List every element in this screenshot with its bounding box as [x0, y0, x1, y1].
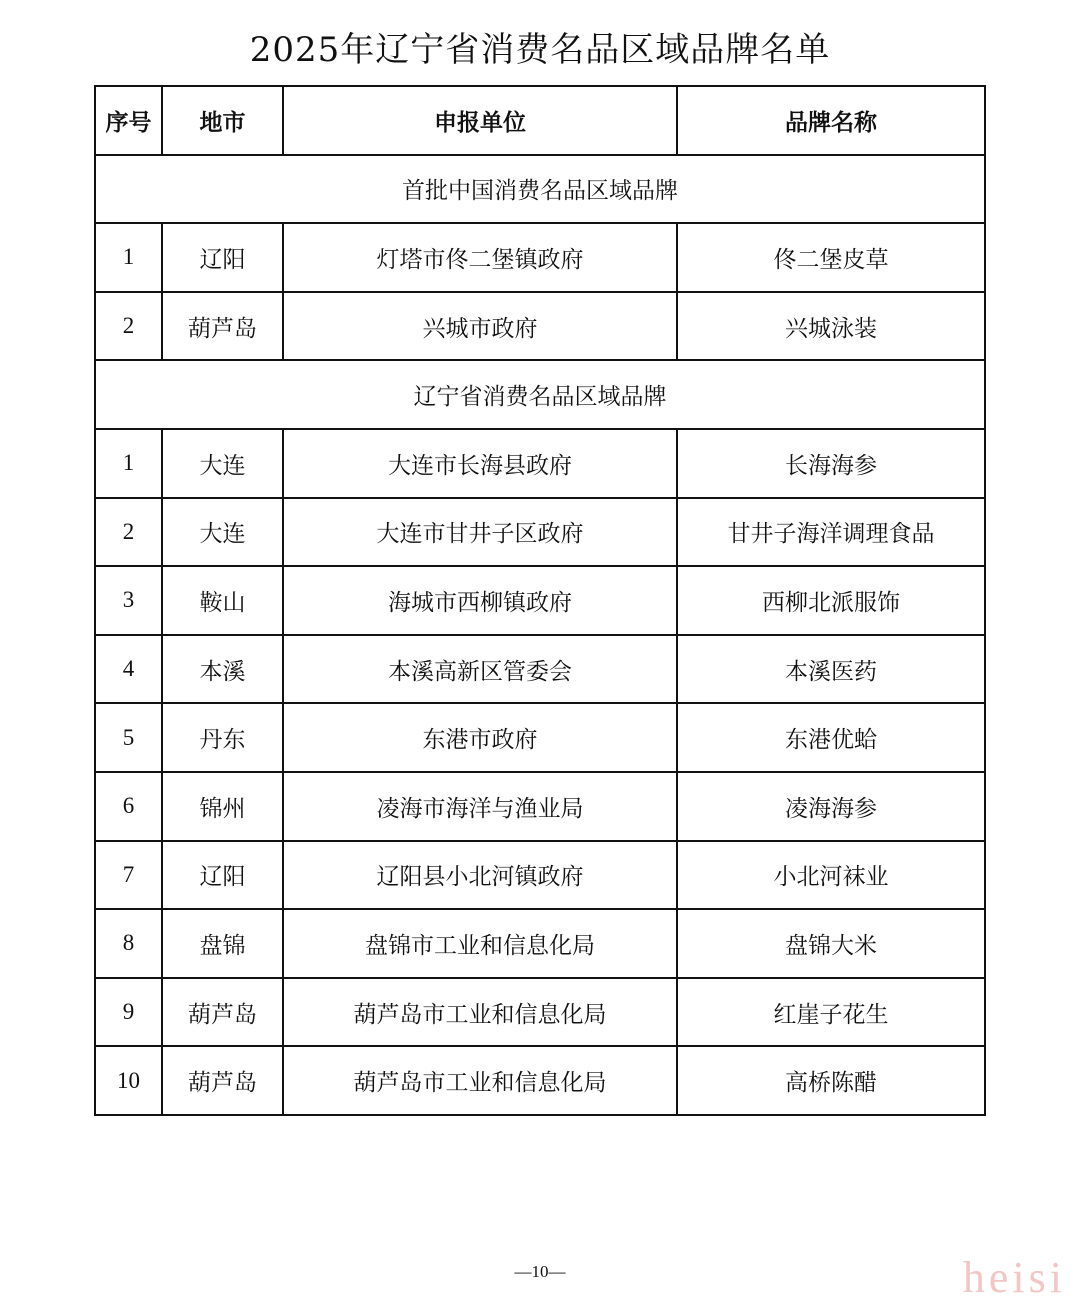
- table-row: [95, 978, 985, 1047]
- section-row-national: [95, 155, 985, 224]
- section-title: 辽宁省消费名品区域品牌: [95, 360, 985, 429]
- table-row: [95, 223, 985, 292]
- cell-city: 葫芦岛: [162, 978, 283, 1047]
- table-row: [95, 429, 985, 498]
- cell-city: 辽阳: [162, 223, 283, 292]
- cell-applicant: 大连市甘井子区政府: [283, 498, 677, 567]
- cell-applicant: 东港市政府: [283, 703, 677, 772]
- table-header-row: [95, 86, 985, 155]
- page-number: —10—: [514, 1262, 566, 1281]
- cell-city: 本溪: [162, 635, 283, 704]
- cell-city: 辽阳: [162, 841, 283, 910]
- cell-city: 葫芦岛: [162, 292, 283, 361]
- cell-city: 锦州: [162, 772, 283, 841]
- cell-city: 葫芦岛: [162, 1046, 283, 1115]
- cell-city: 大连: [162, 498, 283, 567]
- cell-applicant: 海城市西柳镇政府: [283, 566, 677, 635]
- cell-brand: 凌海海参: [677, 772, 985, 841]
- cell-seq: 10: [95, 1046, 162, 1115]
- cell-seq: 1: [95, 223, 162, 292]
- cell-seq: 3: [95, 566, 162, 635]
- cell-seq: 4: [95, 635, 162, 704]
- table-row: [95, 772, 985, 841]
- cell-brand: 红崖子花生: [677, 978, 985, 1047]
- table-row: [95, 909, 985, 978]
- table-row: [95, 292, 985, 361]
- cell-seq: 2: [95, 498, 162, 567]
- cell-applicant: 盘锦市工业和信息化局: [283, 909, 677, 978]
- cell-brand: 高桥陈醋: [677, 1046, 985, 1115]
- watermark-text: heisi: [962, 1253, 1066, 1302]
- brand-list-table: [94, 85, 986, 1116]
- cell-seq: 1: [95, 429, 162, 498]
- table-row: [95, 703, 985, 772]
- cell-applicant: 灯塔市佟二堡镇政府: [283, 223, 677, 292]
- cell-applicant: 兴城市政府: [283, 292, 677, 361]
- header-seq: 序号: [95, 86, 162, 155]
- table-row: [95, 566, 985, 635]
- table-row: [95, 1046, 985, 1115]
- cell-applicant: 凌海市海洋与渔业局: [283, 772, 677, 841]
- cell-brand: 西柳北派服饰: [677, 566, 985, 635]
- cell-brand: 小北河袜业: [677, 841, 985, 910]
- document-title: 2025年辽宁省消费名品区域品牌名单: [249, 30, 831, 70]
- cell-applicant: 葫芦岛市工业和信息化局: [283, 978, 677, 1047]
- cell-brand: 兴城泳装: [677, 292, 985, 361]
- cell-seq: 5: [95, 703, 162, 772]
- cell-brand: 本溪医药: [677, 635, 985, 704]
- cell-brand: 东港优蛤: [677, 703, 985, 772]
- cell-city: 大连: [162, 429, 283, 498]
- cell-applicant: 大连市长海县政府: [283, 429, 677, 498]
- cell-brand: 长海海参: [677, 429, 985, 498]
- header-brand: 品牌名称: [677, 86, 985, 155]
- cell-seq: 6: [95, 772, 162, 841]
- header-city: 地市: [162, 86, 283, 155]
- cell-brand: 甘井子海洋调理食品: [677, 498, 985, 567]
- cell-city: 鞍山: [162, 566, 283, 635]
- table-row: [95, 498, 985, 567]
- cell-seq: 7: [95, 841, 162, 910]
- cell-seq: 8: [95, 909, 162, 978]
- section-title: 首批中国消费名品区域品牌: [95, 155, 985, 224]
- section-row-provincial: [95, 360, 985, 429]
- table-row: [95, 635, 985, 704]
- header-applicant: 申报单位: [283, 86, 677, 155]
- cell-applicant: 辽阳县小北河镇政府: [283, 841, 677, 910]
- cell-applicant: 葫芦岛市工业和信息化局: [283, 1046, 677, 1115]
- cell-brand: 佟二堡皮草: [677, 223, 985, 292]
- cell-applicant: 本溪高新区管委会: [283, 635, 677, 704]
- cell-city: 丹东: [162, 703, 283, 772]
- cell-brand: 盘锦大米: [677, 909, 985, 978]
- table-row: [95, 841, 985, 910]
- cell-seq: 9: [95, 978, 162, 1047]
- cell-city: 盘锦: [162, 909, 283, 978]
- cell-seq: 2: [95, 292, 162, 361]
